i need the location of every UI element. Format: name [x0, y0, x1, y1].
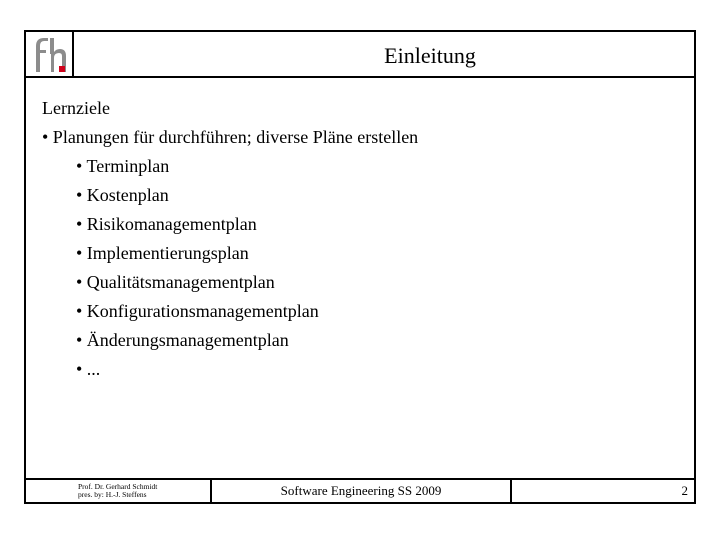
content-heading: Lernziele	[42, 98, 110, 118]
footer-author	[26, 480, 212, 502]
sub-bullet: • Terminplan	[76, 156, 170, 176]
footer-course: Software Engineering SS 2009	[212, 480, 512, 502]
page-title: Einleitung	[384, 43, 476, 68]
sub-bullet: • Qualitätsmanagementplan	[76, 272, 275, 292]
slide-footer	[26, 478, 694, 502]
sub-bullet: • Änderungsmanagementplan	[76, 330, 289, 350]
sub-bullet: • Risikomanagementplan	[76, 214, 257, 234]
page-number: 2	[681, 483, 688, 498]
sub-bullet: • ...	[76, 359, 101, 379]
slide-header	[26, 32, 694, 78]
sub-bullet: • Konfigurationsmanagementplan	[76, 301, 319, 321]
slide-content	[42, 94, 418, 384]
fh-logo-icon	[26, 32, 74, 76]
main-bullet: • Planungen für durchführen; diverse Pläne erstellen	[42, 127, 419, 147]
author-line: Prof. Dr. Gerhard Schmidt	[78, 482, 158, 491]
sub-bullet: • Kostenplan	[76, 185, 169, 205]
slide-frame	[24, 30, 696, 504]
presenter-line: pres. by: H.-J. Steffens	[78, 490, 147, 499]
sub-bullet: • Implementierungsplan	[76, 243, 249, 263]
